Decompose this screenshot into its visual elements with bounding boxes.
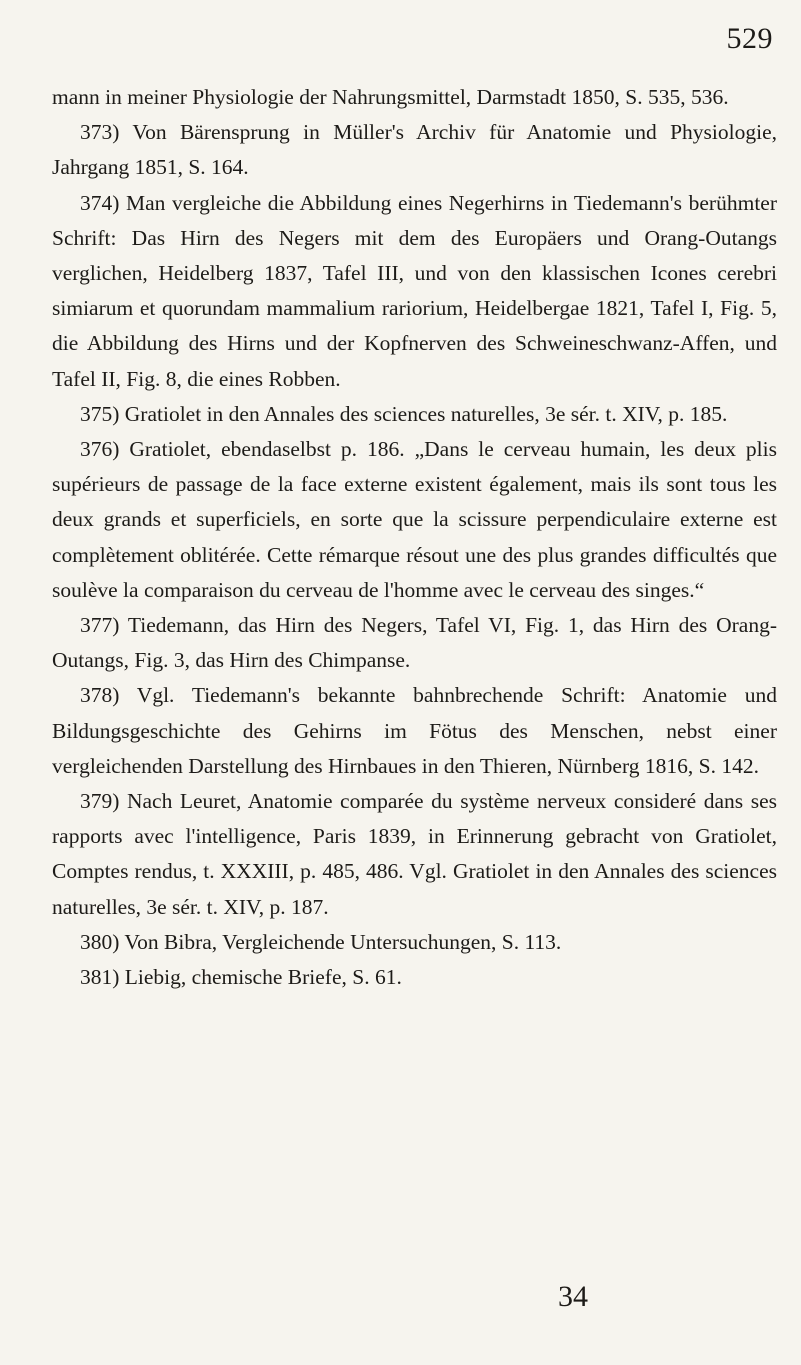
- footnotes-text: [52, 80, 777, 995]
- footnote-375: 375) Gratiolet in den Annales des sciences naturelles, 3e sér. t. XIV, p. 185.: [80, 401, 728, 426]
- footnote-381: 381) Liebig, chemische Briefe, S. 61.: [80, 965, 402, 990]
- footnote-continuation: mann in meiner Physiologie der Nahrungsmittel, Darmstadt 1850, S. 535, 536.: [52, 85, 729, 109]
- footnote-374: 374) Man vergleiche die Abbildung eines Negerhirns in Tiedemann's berühmter Schrift: Das Hirn des Negers mit dem des Europäers und Orang-Outangs verglichen, Heidelberg 1837, Tafel III, und von den klassischen Icones cerebri simiarum et quorundam mammalium rariorium, Heidelbergae 1821, Tafel I, Fig. 5, die Abbildung des Hirns und der Kopfnerven des Schweineschwanz-Affen, und Tafel II, Fig. 8, die eines Robben.: [52, 190, 777, 391]
- signature-mark: 34: [558, 1280, 588, 1313]
- footnote-376: 376) Gratiolet, ebendaselbst p. 186. „Dans le cerveau humain, les deux plis supérieurs de passage de la face externe existent également, mais ils sont tous les deux grands et superficiels, en sorte que la scissure perpendiculaire externe est complètement oblitérée. Cette rémarque résout une des plus grandes difficultés que soulève la comparaison du cerveau de l'homme avec le cerveau des singes.“: [52, 437, 777, 602]
- footnote-379: 379) Nach Leuret, Anatomie comparée du système nerveux consideré dans ses rapports avec l'intelligence, Paris 1839, in Erinnerung gebracht von Gratiolet, Comptes rendus, t. XXXIII, p. 485, 486. Vgl. Gratiolet in den Annales des sciences naturelles, 3e sér. t. XIV, p. 187.: [52, 789, 777, 919]
- page-number: 529: [726, 22, 773, 55]
- footnote-373: 373) Von Bärensprung in Müller's Archiv für Anatomie und Physiologie, Jahrgang 1851, S. 164.: [52, 120, 777, 180]
- footnote-378: 378) Vgl. Tiedemann's bekannte bahnbrechende Schrift: Anatomie und Bildungsgeschichte des Gehirns im Fötus des Menschen, nebst einer vergleichenden Darstellung des Hirnbaues in den Thieren, Nürnberg 1816, S. 142.: [52, 683, 777, 778]
- footnote-377: 377) Tiedemann, das Hirn des Negers, Tafel VI, Fig. 1, das Hirn des Orang-Outangs, Fig. 3, das Hirn des Chimpanse.: [52, 613, 777, 673]
- footnote-380: 380) Von Bibra, Vergleichende Untersuchungen, S. 113.: [80, 929, 562, 954]
